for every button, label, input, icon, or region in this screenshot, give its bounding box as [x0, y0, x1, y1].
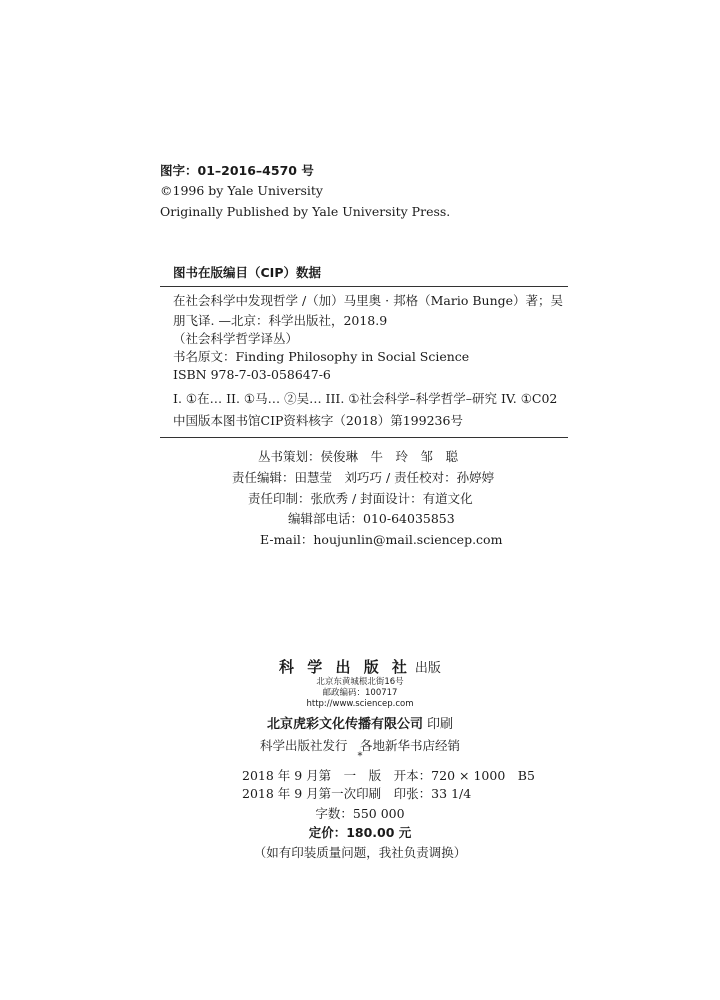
responsible-editors: 责任编辑：田慧莹 刘巧巧 / 责任校对：孙婷婷: [232, 470, 495, 485]
price: 定价：180.00 元: [308, 825, 412, 840]
cip-bottom-divider: [160, 437, 568, 438]
separator-star: *: [357, 751, 363, 762]
print-and-cover-design: 责任印制：张欣秀 / 封面设计：有道文化: [248, 491, 473, 506]
editorial-phone: 编辑部电话：010-64035853: [288, 511, 455, 526]
cip-isbn: ISBN 978-7-03-058647-6: [173, 367, 331, 382]
cip-top-divider: [160, 286, 568, 287]
edition-info: 2018 年 9 月第 一 版 开本：720 × 1000 B5: [242, 768, 535, 783]
publisher-website: http://www.sciencep.com: [306, 699, 414, 709]
copyright-notice: ©1996 by Yale University: [160, 183, 323, 198]
quality-notice: （如有印装质量问题，我社负责调换）: [253, 845, 467, 860]
publisher-line: [0, 659, 720, 677]
original-publisher: Originally Published by Yale University Press.: [160, 204, 451, 219]
distribution: 科学出版社发行 各地新华书店经销: [259, 738, 460, 753]
cip-original-title: 书名原文：Finding Philosophy in Social Science: [173, 349, 470, 364]
printer-line: [0, 716, 720, 733]
cip-number: 中国版本图书馆CIP资料核字（2018）第199236号: [173, 413, 463, 428]
printer-suffix: 印刷: [426, 717, 453, 732]
cip-series: （社会科学哲学译丛）: [173, 331, 299, 346]
publisher-address: 北京东黄城根北街16号: [316, 677, 404, 687]
publisher-name-suffix: 出版: [414, 661, 441, 676]
copyright-registration: 图字：01–2016–4570 号: [160, 163, 314, 178]
printer-name: 北京虎彩文化传播有限公司: [266, 717, 423, 732]
cip-entry-line1: 在社会科学中发现哲学 /（加）马里奥 · 邦格（Mario Bunge）著；吴: [173, 293, 564, 308]
cip-classification: I. ①在… II. ①马… ②吴… III. ①社会科学–科学哲学–研究 IV. ①C02: [173, 391, 558, 406]
publisher-postcode: 邮政编码：100717: [322, 688, 398, 698]
editorial-email: E-mail：houjunlin@mail.sciencep.com: [260, 532, 503, 547]
cip-entry-line2: 朋飞译. —北京：科学出版社，2018.9: [173, 313, 388, 328]
cip-heading: 图书在版编目（CIP）数据: [173, 265, 321, 280]
word-count: 字数：550 000: [315, 806, 405, 821]
printing-info: 2018 年 9 月第一次印刷 印张：33 1/4: [242, 786, 472, 801]
publisher-name: 科 学 出 版 社: [279, 658, 411, 676]
series-planning: 丛书策划：侯俊琳 牛 玲 邹 聪: [258, 449, 459, 464]
